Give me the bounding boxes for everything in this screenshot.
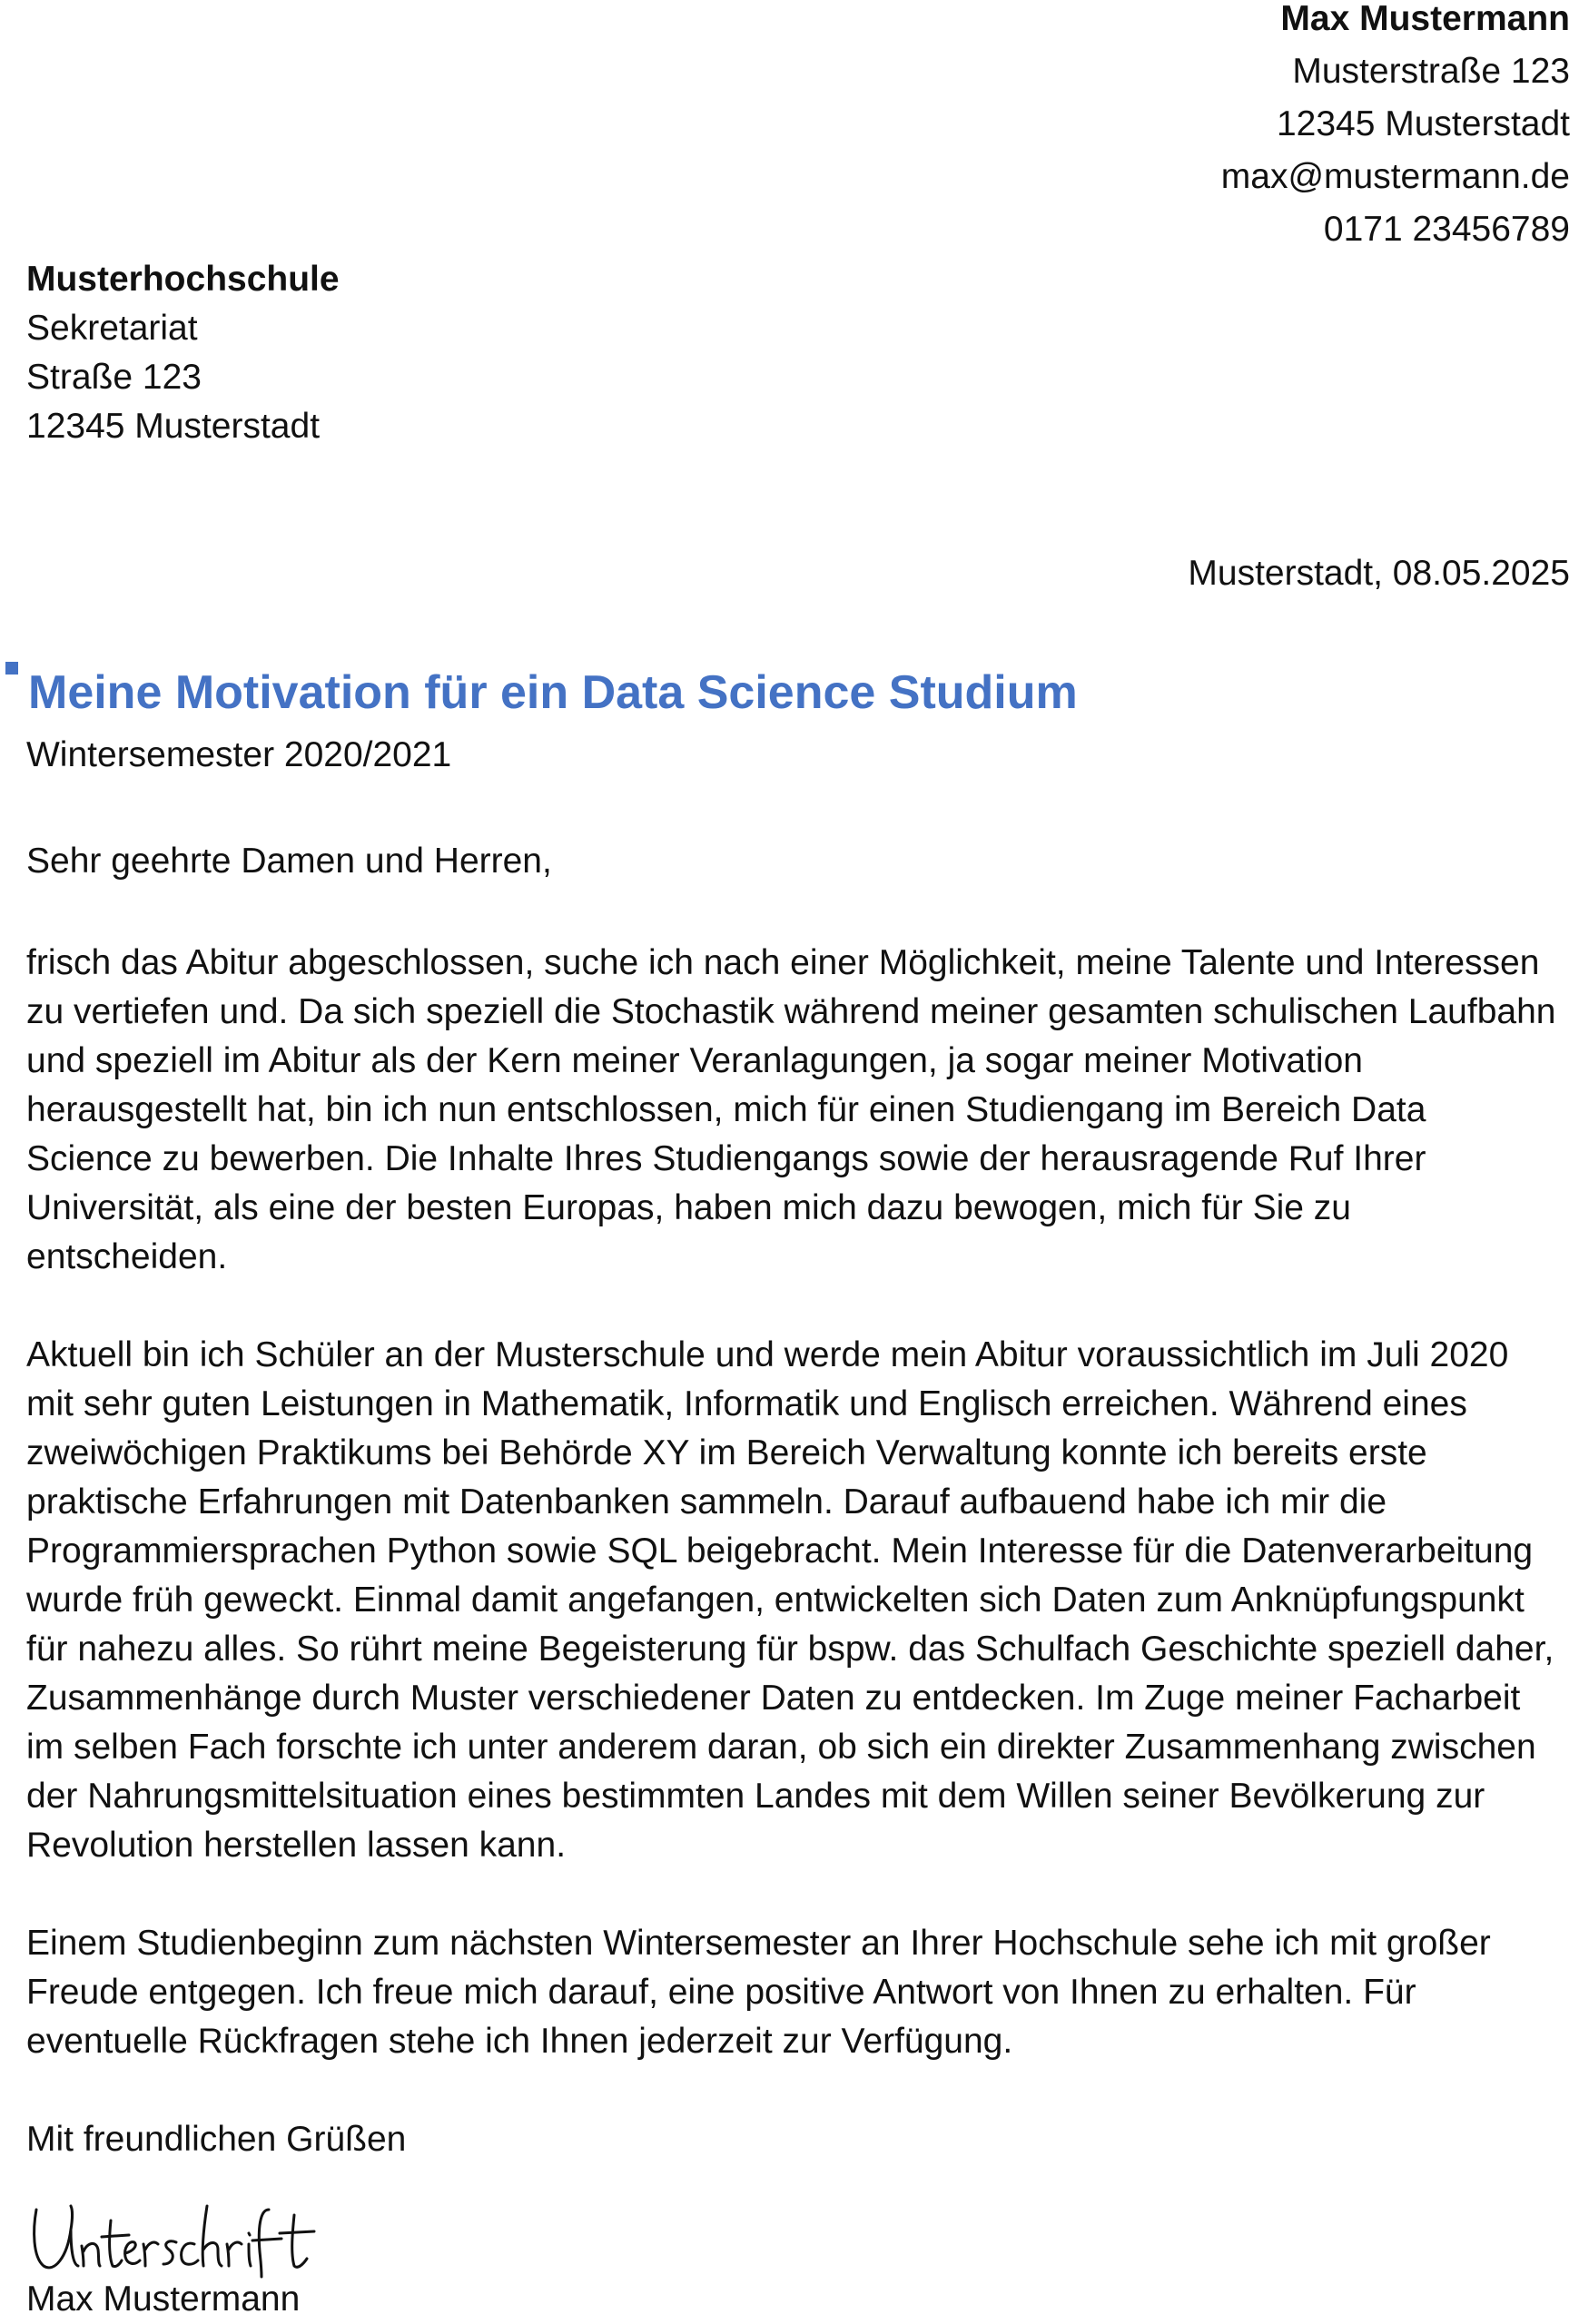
sender-name: Max Mustermann (1280, 0, 1570, 38)
closing: Mit freundlichen Grüßen (26, 2120, 407, 2159)
sender-street: Musterstraße 123 (1292, 52, 1570, 91)
signer-name: Max Mustermann (26, 2280, 301, 2319)
sender-block (1221, 0, 1570, 256)
letter-body (26, 837, 1561, 2213)
date-line: Musterstadt, 08.05.2025 (1188, 554, 1570, 593)
body-paragraph: Aktuell bin ich Schüler an der Musterschule und werde mein Abitur voraussichtlich im Juli 2020 mit sehr guten Leistungen in Mathematik, Informatik und Englisch erreichen. Während eines zweiwöchigen Praktikums bei Behörde XY im Bereich Verwaltung konnte ich bereits erste praktische Erfahrungen mit Datenbanken sammeln. Darauf aufbauend habe ich mir die Programmiersprachen Python sowie SQL beigebracht. Mein Interesse für die Datenverarbeitung wurde früh geweckt. Einmal damit angefangen, entwickelten sich Daten zum Anknüpfungspunkt für nahezu alles. So rührt meine Begeisterung für bspw. das Schulfach Geschichte speziell daher, Zusammenhänge durch Muster verschiedener Daten zu entdecken. Im Zuge meiner Facharbeit im selben Fach forschte ich unter anderem daran, ob sich ein direkter Zusammenhang zwischen der Nahrungsmittelsituation eines bestimmten Landes mit dem Willen seiner Bevölkerung zur Revolution herstellen lassen kann. (26, 1335, 1554, 1865)
recipient-department: Sekretariat (26, 309, 198, 348)
letter-subtitle: Wintersemester 2020/2021 (26, 735, 452, 774)
handwritten-signature (31, 2193, 321, 2284)
body-paragraph: frisch das Abitur abgeschlossen, suche ich nach einer Möglichkeit, meine Talente und Interessen zu vertiefen und. Da sich speziell die Stochastik während meiner gesamten schulischen Laufbahn und speziell im Abitur als der Kern meiner Veranlagungen, ja sogar meiner Motivation herausgestellt hat, bin ich nun entschlossen, mich für einen Studiengang im Bereich Data Science zu bewerben. Die Inhalte Ihres Studiengangs sowie der herausragende Ruf Ihrer Universität, als eine der besten Europas, haben mich dazu bewogen, mich für Sie zu entscheiden. (26, 943, 1556, 1276)
recipient-street: Straße 123 (26, 358, 202, 397)
recipient-city: 12345 Musterstadt (26, 407, 321, 446)
recipient-institution: Musterhochschule (26, 260, 340, 299)
heading-marker (5, 662, 18, 675)
salutation: Sehr geehrte Damen und Herren, (26, 842, 552, 881)
sender-city: 12345 Musterstadt (1276, 104, 1570, 143)
recipient-block (26, 255, 340, 451)
letter-title: Meine Motivation für ein Data Science Studium (28, 666, 1078, 719)
sender-email: max@mustermann.de (1220, 157, 1570, 196)
body-paragraph: Einem Studienbeginn zum nächsten Wintersemester an Ihrer Hochschule sehe ich mit großer Freude entgegen. Ich freue mich darauf, eine positive Antwort von Ihnen zu erhalten. Für eventuelle Rückfragen stehe ich Ihnen jederzeit zur Verfügung. (26, 1924, 1491, 2061)
sender-phone: 0171 23456789 (1323, 210, 1570, 249)
